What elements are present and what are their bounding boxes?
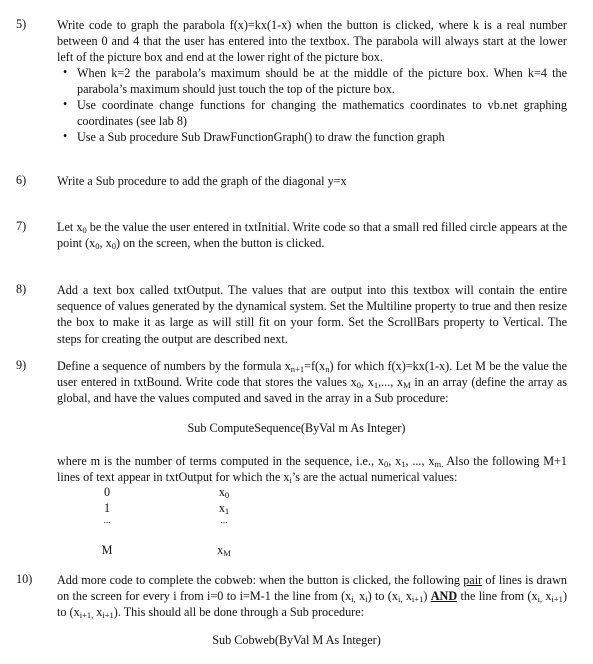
question-number: 7)	[16, 219, 27, 233]
sub-signature: Sub Cobweb(ByVal M As Integer)	[212, 633, 381, 647]
question-text: Define a sequence of numbers by the formula $x_{n+1}=f(x_n)$ for which f(x)=kx(1-x). Let M be the value the user entered in txtBound. Write code that stores the values $x_0$, $x_1$,..., $x_M$ in an array (define the array as global, and have the values computed and saved in the array in a Sub procedure:	[57, 359, 568, 406]
bullet-icon: •	[63, 129, 68, 143]
question-number: 10)	[16, 572, 33, 586]
table-index: ...	[103, 515, 111, 525]
question-text: Let $x_0$ be the value the user entered in txtInitial. Write code so that a small red filled circle appears at the point ($x_0$, $x_0$) on the screen, when the button is clicked.	[57, 220, 568, 252]
question-text: Write code to graph the parabola f(x)=kx(1-x) when the button is clicked, where k is a real number between 0 and 4 that the user has entered into the textbox. The parabola will always start at the lower left of the picture box and end at the lower right of the picture box.	[57, 18, 567, 65]
question-number: 9)	[16, 358, 27, 372]
table-value: $x_0$	[218, 485, 230, 500]
table-value: ...	[220, 515, 228, 525]
question-number: 5)	[16, 17, 27, 31]
table-value: $x_1$	[218, 501, 230, 516]
table-index: 0	[103, 485, 111, 499]
question-text-continued: where m is the number of terms computed in the sequence, i.e., $x_0$, $x_1$, ..., $x_{m.}$ Also the following M+1 lines of text appear in txtOutput for which the $x_i’s$ are the actual numerical values:	[57, 454, 568, 486]
bullet-item: Use coordinate change functions for changing the mathematics coordinates to vb.net graphing coordinates (see lab 8)	[77, 98, 567, 129]
bullet-item: Use a Sub procedure Sub DrawFunctionGraph() to draw the function graph	[77, 130, 445, 144]
sub-signature: Sub ComputeSequence(ByVal m As Integer)	[187, 421, 406, 435]
bullet-item: When k=2 the parabola’s maximum should be at the middle of the picture box. When k=4 the parabola’s maximum should just touch the top of the picture box.	[77, 66, 567, 97]
question-number: 8)	[16, 282, 27, 296]
table-index: M	[101, 543, 113, 557]
question-text: Add more code to complete the cobweb: when the button is clicked, the following pair of lines is drawn on the screen for every i from i=0 to i=M-1 the line from ($x_{i,}$ $x_i$) to ($x_{i,}$ $x_{i+1}$) AND the line from ($x_{i,}$ $x_{i+1}$) to ($x_{i+1,}$ $x_{i+1}$). This should all be done through a Sub procedure:	[57, 573, 567, 621]
question-text: Write a Sub procedure to add the graph of the diagonal y=x	[57, 174, 347, 188]
question-text: Add a text box called txtOutput. The values that are output into this textbox will contain the entire sequence of values generated by the dynamical system. Set the Multiline property to true and then resize the box to make it as large as will still fit on your form. Set the ScrollBars property to Vertical. The steps for creating the output are described next.	[57, 283, 567, 346]
bullet-icon: •	[63, 65, 68, 79]
table-index: 1	[103, 501, 111, 515]
bullet-icon: •	[63, 97, 68, 111]
table-value: $x_M$	[217, 543, 231, 558]
question-number: 6)	[16, 173, 27, 187]
